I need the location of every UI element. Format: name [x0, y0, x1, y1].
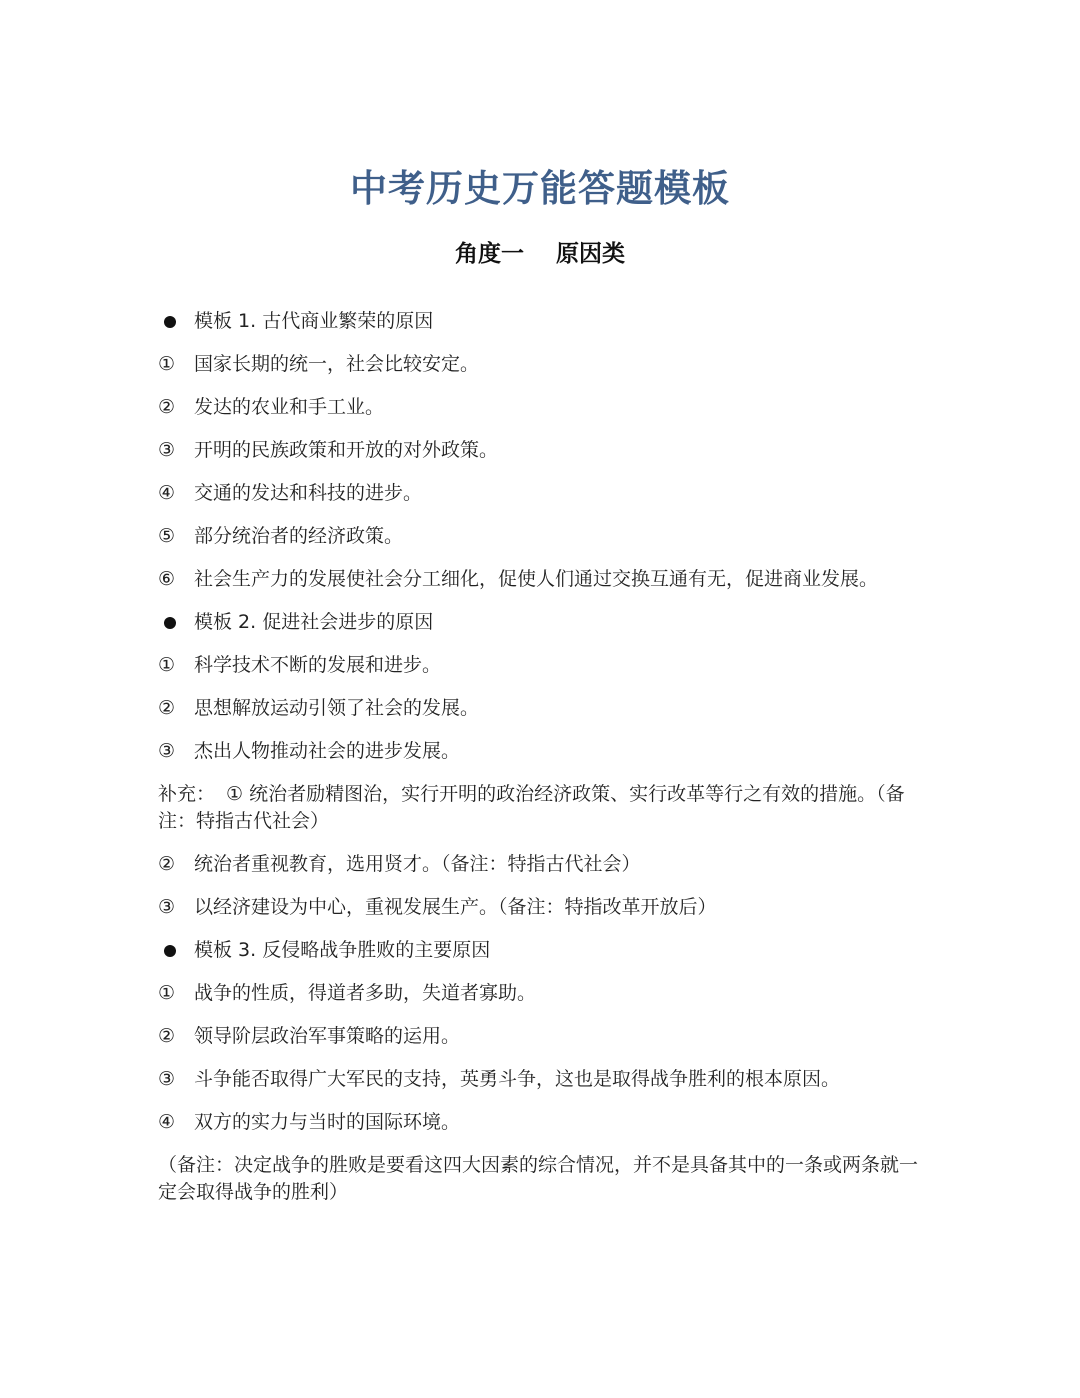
item-number: ① [158, 353, 176, 375]
item-number: ① [158, 654, 176, 676]
list-item [158, 695, 922, 722]
list-item [158, 851, 922, 878]
section-subtitle: 角度一 原因类 [454, 241, 626, 267]
item-text: 领导阶层政治军事策略的运用。 [194, 1025, 461, 1047]
item-text: 交通的发达和科技的进步。 [194, 482, 423, 504]
item-number: ④ [158, 482, 176, 504]
item-text: 杰出人物推动社会的进步发展。 [194, 740, 461, 762]
list-item [158, 1066, 922, 1093]
note-text [158, 1152, 922, 1206]
list-item [158, 437, 922, 464]
list-item [158, 566, 922, 593]
item-number: ④ [158, 1111, 176, 1133]
item-number: ① [158, 982, 176, 1004]
item-text: 社会生产力的发展使社会分工细化，促使人们通过交换互通有无，促进商业发展。 [194, 568, 879, 590]
list-item [158, 894, 922, 921]
item-number: ② [158, 853, 176, 875]
list-item [158, 523, 922, 550]
list-item [158, 394, 922, 421]
item-number: ② [158, 396, 176, 418]
template-heading-text: 模板 2. 促进社会进步的原因 [194, 611, 434, 633]
supplement-item [158, 781, 922, 835]
list-item [158, 351, 922, 378]
item-text: 战争的性质，得道者多助，失道者寡助。 [194, 982, 537, 1004]
list-item [158, 1023, 922, 1050]
template-heading [158, 937, 922, 964]
item-text: 国家长期的统一，社会比较安定。 [194, 353, 480, 375]
supplement-label: 补充： [158, 783, 216, 805]
bullet-icon [164, 316, 176, 328]
template-heading [158, 308, 922, 335]
item-text: 思想解放运动引领了社会的发展。 [194, 697, 480, 719]
item-text: 发达的农业和手工业。 [194, 396, 385, 418]
template-heading [158, 609, 922, 636]
list-item [158, 652, 922, 679]
item-number: ③ [158, 439, 176, 461]
content-body [158, 308, 922, 1222]
item-text: 统治者重视教育，选用贤才。（备注：特指古代社会） [194, 853, 641, 875]
template-heading-text: 模板 3. 反侵略战争胜败的主要原因 [194, 939, 491, 961]
item-text: 以经济建设为中心，重视发展生产。（备注：特指改革开放后） [194, 896, 717, 918]
template-heading-text: 模板 1. 古代商业繁荣的原因 [194, 310, 434, 332]
item-text: 部分统治者的经济政策。 [194, 525, 404, 547]
item-number: ③ [158, 740, 176, 762]
list-item [158, 1109, 922, 1136]
page-title: 中考历史万能答题模板 [350, 167, 730, 210]
list-item [158, 738, 922, 765]
item-number: ⑥ [158, 568, 176, 590]
item-text: 科学技术不断的发展和进步。 [194, 654, 442, 676]
bullet-icon [164, 617, 176, 629]
item-number: ② [158, 1025, 176, 1047]
item-number: ③ [158, 896, 176, 918]
item-number: ③ [158, 1068, 176, 1090]
bullet-icon [164, 945, 176, 957]
item-number: ② [158, 697, 176, 719]
item-number: ⑤ [158, 525, 176, 547]
list-item [158, 980, 922, 1007]
note-paragraph: （备注：决定战争的胜败是要看这四大因素的综合情况，并不是具备其中的一条或两条就一定会取得战争的胜利） [158, 1154, 919, 1203]
item-text: 双方的实力与当时的国际环境。 [194, 1111, 461, 1133]
item-text: 斗争能否取得广大军民的支持，英勇斗争，这也是取得战争胜利的根本原因。 [194, 1068, 841, 1090]
list-item [158, 480, 922, 507]
item-text: 开明的民族政策和开放的对外政策。 [194, 439, 499, 461]
supplement-text: ① 统治者励精图治，实行开明的政治经济政策、实行改革等行之有效的措施。（备注：特指古代社会） [158, 783, 905, 832]
